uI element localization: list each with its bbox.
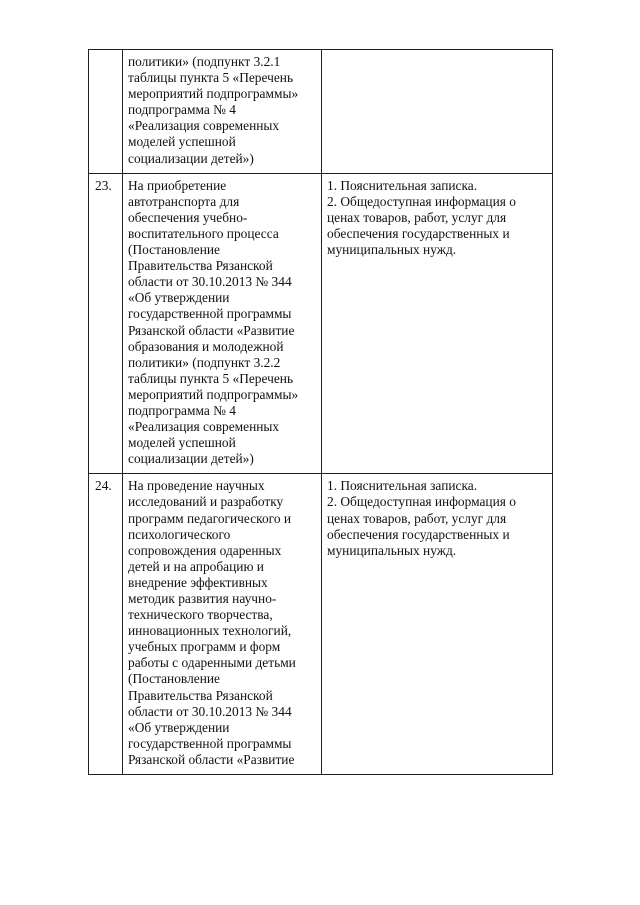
description-line: образования и молодежной: [128, 338, 284, 354]
document-line: муниципальных нужд.: [327, 242, 457, 258]
description-line: воспитательного процесса: [128, 225, 279, 241]
description-line: моделей успешной: [128, 134, 236, 150]
description-line: На приобретение: [128, 177, 227, 193]
row-documents: [322, 50, 553, 174]
description-line: политики» (подпункт 3.2.1: [128, 54, 281, 69]
description-line: инновационных технологий,: [128, 623, 292, 639]
description-line: государственной программы: [128, 735, 292, 751]
description-line: социализации детей»): [128, 150, 254, 166]
description-line: «Об утверждении: [128, 290, 230, 306]
row-documents: [322, 474, 553, 775]
description-line: мероприятий подпрограммы»: [128, 386, 299, 402]
document-line: 1. Пояснительная записка.: [327, 177, 478, 193]
description-line: таблицы пункта 5 «Перечень: [128, 370, 294, 386]
description-line: исследований и разработку: [128, 494, 284, 510]
table-row: [89, 173, 553, 474]
document-line: 2. Общедоступная информация о: [327, 494, 516, 510]
description-line: внедрение эффективных: [128, 574, 268, 590]
description-line: (Постановление: [128, 671, 220, 687]
description-line: психологического: [128, 526, 231, 542]
row-number: [89, 50, 123, 174]
description-line: детей и на апробацию и: [128, 558, 264, 574]
row-number: 23.: [89, 173, 123, 474]
description-line: (Постановление: [128, 242, 220, 258]
document-line: муниципальных нужд.: [327, 542, 457, 558]
description-line: подпрограмма № 4: [128, 402, 236, 418]
description-line: социализации детей»): [128, 451, 254, 467]
row-documents: [322, 173, 553, 474]
description-line: Рязанской области «Развитие: [128, 751, 295, 767]
description-line: обеспечения учебно-: [128, 209, 248, 225]
description-line: политики» (подпункт 3.2.2: [128, 354, 281, 370]
document-line: 2. Общедоступная информация о: [327, 193, 516, 209]
description-line: «Реализация современных: [128, 419, 280, 435]
description-line: «Реализация современных: [128, 118, 280, 134]
document-line: ценах товаров, работ, услуг для: [327, 510, 507, 526]
description-line: подпрограмма № 4: [128, 102, 236, 118]
row-description: [123, 173, 322, 474]
description-line: таблицы пункта 5 «Перечень: [128, 70, 294, 86]
document-line: обеспечения государственных и: [327, 526, 510, 542]
description-line: Правительства Рязанской: [128, 687, 273, 703]
document-table: [88, 49, 553, 775]
description-line: работы с одаренными детьми: [128, 655, 296, 671]
document-line: ценах товаров, работ, услуг для: [327, 209, 507, 225]
description-line: Правительства Рязанской: [128, 258, 273, 274]
table-row: [89, 474, 553, 775]
description-line: мероприятий подпрограммы»: [128, 86, 299, 102]
description-line: Рязанской области «Развитие: [128, 322, 295, 338]
description-line: области от 30.10.2013 № 344: [128, 703, 292, 719]
row-description: [123, 474, 322, 775]
description-line: технического творчества,: [128, 607, 273, 623]
description-line: методик развития научно-: [128, 591, 277, 606]
description-line: На проведение научных: [128, 478, 265, 494]
description-line: учебных программ и форм: [128, 639, 281, 655]
description-line: области от 30.10.2013 № 344: [128, 274, 292, 290]
document-line: 1. Пояснительная записка.: [327, 478, 478, 494]
description-line: «Об утверждении: [128, 719, 230, 735]
description-line: автотранспорта для: [128, 193, 240, 209]
description-line: программ педагогического и: [128, 510, 292, 526]
document-line: обеспечения государственных и: [327, 225, 510, 241]
description-line: моделей успешной: [128, 435, 236, 451]
row-number: 24.: [89, 474, 123, 775]
row-description: [123, 50, 322, 174]
description-line: государственной программы: [128, 306, 292, 322]
table-row: [89, 50, 553, 174]
description-line: сопровождения одаренных: [128, 542, 282, 558]
